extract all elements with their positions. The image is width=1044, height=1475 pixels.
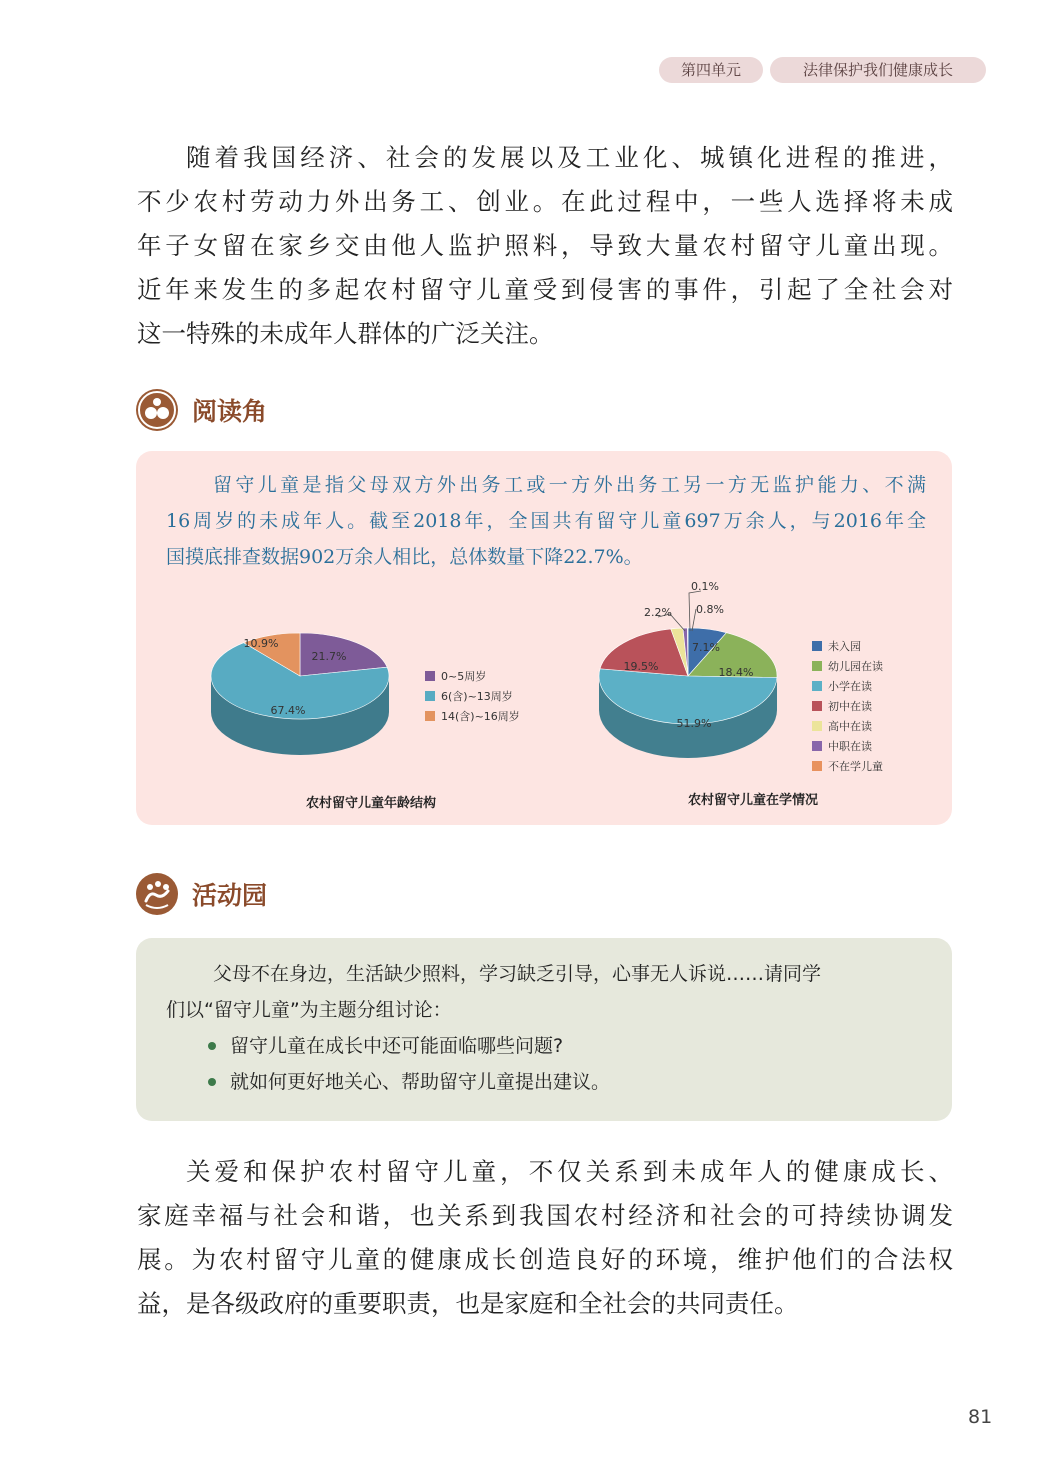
intro-line: 近年来发生的多起农村留守儿童受到侵害的事件，引起了全社会对 bbox=[137, 275, 953, 304]
age-pie-chart bbox=[206, 621, 406, 766]
legend-swatch bbox=[812, 681, 822, 691]
legend-swatch bbox=[425, 711, 435, 721]
slice-value-label: 10.9% bbox=[243, 637, 279, 650]
bullet-text: 留守儿童在成长中还可能面临哪些问题? bbox=[230, 1035, 564, 1057]
slice-value-label: 7.1% bbox=[692, 641, 720, 654]
slice-value-label: 18.4% bbox=[718, 666, 754, 679]
activity-icon bbox=[136, 873, 178, 915]
reading-text bbox=[166, 467, 926, 575]
legend-item bbox=[812, 716, 883, 736]
activity-bullet bbox=[166, 1064, 926, 1100]
legend-label: 6(含)~13周岁 bbox=[441, 690, 513, 703]
legend-swatch bbox=[812, 761, 822, 771]
slice-value-label: 0.8% bbox=[696, 603, 724, 616]
legend-item bbox=[425, 686, 520, 706]
intro-line: 年子女留在家乡交由他人监护照料，导致大量农村留守儿童出现。 bbox=[137, 231, 953, 260]
legend-label: 中职在读 bbox=[828, 740, 872, 753]
reading-line: 国摸底排查数据902万余人相比，总体数量下降22.7%。 bbox=[166, 546, 643, 568]
school-pie-chart bbox=[566, 569, 816, 779]
closing-line: 益，是各级政府的重要职责，也是家庭和全社会的共同责任。 bbox=[137, 1289, 799, 1318]
activity-line: 父母不在身边，生活缺少照料，学习缺乏引导，心事无人诉说……请同学 bbox=[213, 963, 822, 985]
age-chart-title: 农村留守儿童年龄结构 bbox=[306, 796, 437, 811]
slice-value-label: 67.4% bbox=[270, 704, 306, 717]
closing-line: 展。为农村留守儿童的健康成长创造良好的环境，维护他们的合法权 bbox=[137, 1245, 953, 1274]
legend-label: 未入园 bbox=[828, 640, 861, 653]
activity-title: 活动园 bbox=[192, 881, 268, 910]
legend-swatch bbox=[812, 701, 822, 711]
activity-box bbox=[136, 938, 952, 1121]
legend-item bbox=[812, 736, 883, 756]
school-chart-title: 农村留守儿童在学情况 bbox=[688, 793, 819, 808]
legend-item bbox=[812, 756, 883, 776]
legend-item bbox=[812, 696, 883, 716]
legend-label: 幼儿园在读 bbox=[828, 660, 883, 673]
legend-swatch bbox=[812, 741, 822, 751]
intro-line: 随着我国经济、社会的发展以及工业化、城镇化进程的推进， bbox=[186, 143, 953, 172]
legend-item bbox=[812, 636, 883, 656]
reading-section-header bbox=[136, 388, 267, 432]
activity-text bbox=[166, 956, 926, 1100]
legend-item bbox=[425, 706, 520, 726]
closing-line: 家庭幸福与社会和谐，也关系到我国农村经济和社会的可持续协调发 bbox=[137, 1201, 953, 1230]
legend-swatch bbox=[812, 661, 822, 671]
legend-swatch bbox=[812, 721, 822, 731]
bullet-text: 就如何更好地关心、帮助留守儿童提出建议。 bbox=[230, 1071, 611, 1093]
legend-label: 小学在读 bbox=[828, 680, 872, 693]
legend-item bbox=[425, 666, 520, 686]
unit-tab: 第四单元 bbox=[659, 57, 763, 83]
bullet-dot bbox=[208, 1042, 216, 1050]
chapter-tab: 法律保护我们健康成长 bbox=[770, 57, 986, 83]
slice-value-label: 19.5% bbox=[623, 660, 659, 673]
reading-box bbox=[136, 451, 952, 825]
legend-label: 不在学儿童 bbox=[828, 760, 883, 773]
closing-paragraph bbox=[137, 1150, 953, 1326]
legend-swatch bbox=[425, 691, 435, 701]
legend-label: 14(含)~16周岁 bbox=[441, 710, 520, 723]
reading-icon bbox=[136, 389, 178, 431]
slice-value-label: 0.1% bbox=[691, 580, 719, 593]
closing-line: 关爱和保护农村留守儿童，不仅关系到未成年人的健康成长、 bbox=[186, 1157, 953, 1186]
intro-paragraph bbox=[137, 136, 953, 356]
age-pie-legend bbox=[425, 666, 520, 726]
activity-section-header bbox=[136, 872, 267, 916]
legend-item bbox=[812, 656, 883, 676]
reading-title: 阅读角 bbox=[192, 397, 268, 426]
reading-line: 16周岁的未成年人。截至2018年，全国共有留守儿童697万余人，与2016年全 bbox=[166, 510, 926, 532]
reading-line: 留守儿童是指父母双方外出务工或一方外出务工另一方无监护能力、不满 bbox=[213, 474, 926, 496]
slice-value-label: 51.9% bbox=[676, 717, 712, 730]
slice-value-label: 21.7% bbox=[311, 650, 347, 663]
legend-label: 0~5周岁 bbox=[441, 670, 487, 683]
bullet-dot bbox=[208, 1078, 216, 1086]
page-number: 81 bbox=[968, 1406, 993, 1428]
slice-value-label: 2.2% bbox=[644, 606, 672, 619]
legend-swatch bbox=[812, 641, 822, 651]
intro-line: 这一特殊的未成年人群体的广泛关注。 bbox=[137, 319, 554, 348]
legend-label: 初中在读 bbox=[828, 700, 872, 713]
intro-line: 不少农村劳动力外出务工、创业。在此过程中，一些人选择将未成 bbox=[137, 187, 953, 216]
legend-swatch bbox=[425, 671, 435, 681]
activity-bullet bbox=[166, 1028, 926, 1064]
legend-item bbox=[812, 676, 883, 696]
activity-line: 们以“留守儿童”为主题分组讨论： bbox=[166, 999, 452, 1021]
legend-label: 高中在读 bbox=[828, 720, 872, 733]
school-pie-legend bbox=[812, 636, 883, 776]
